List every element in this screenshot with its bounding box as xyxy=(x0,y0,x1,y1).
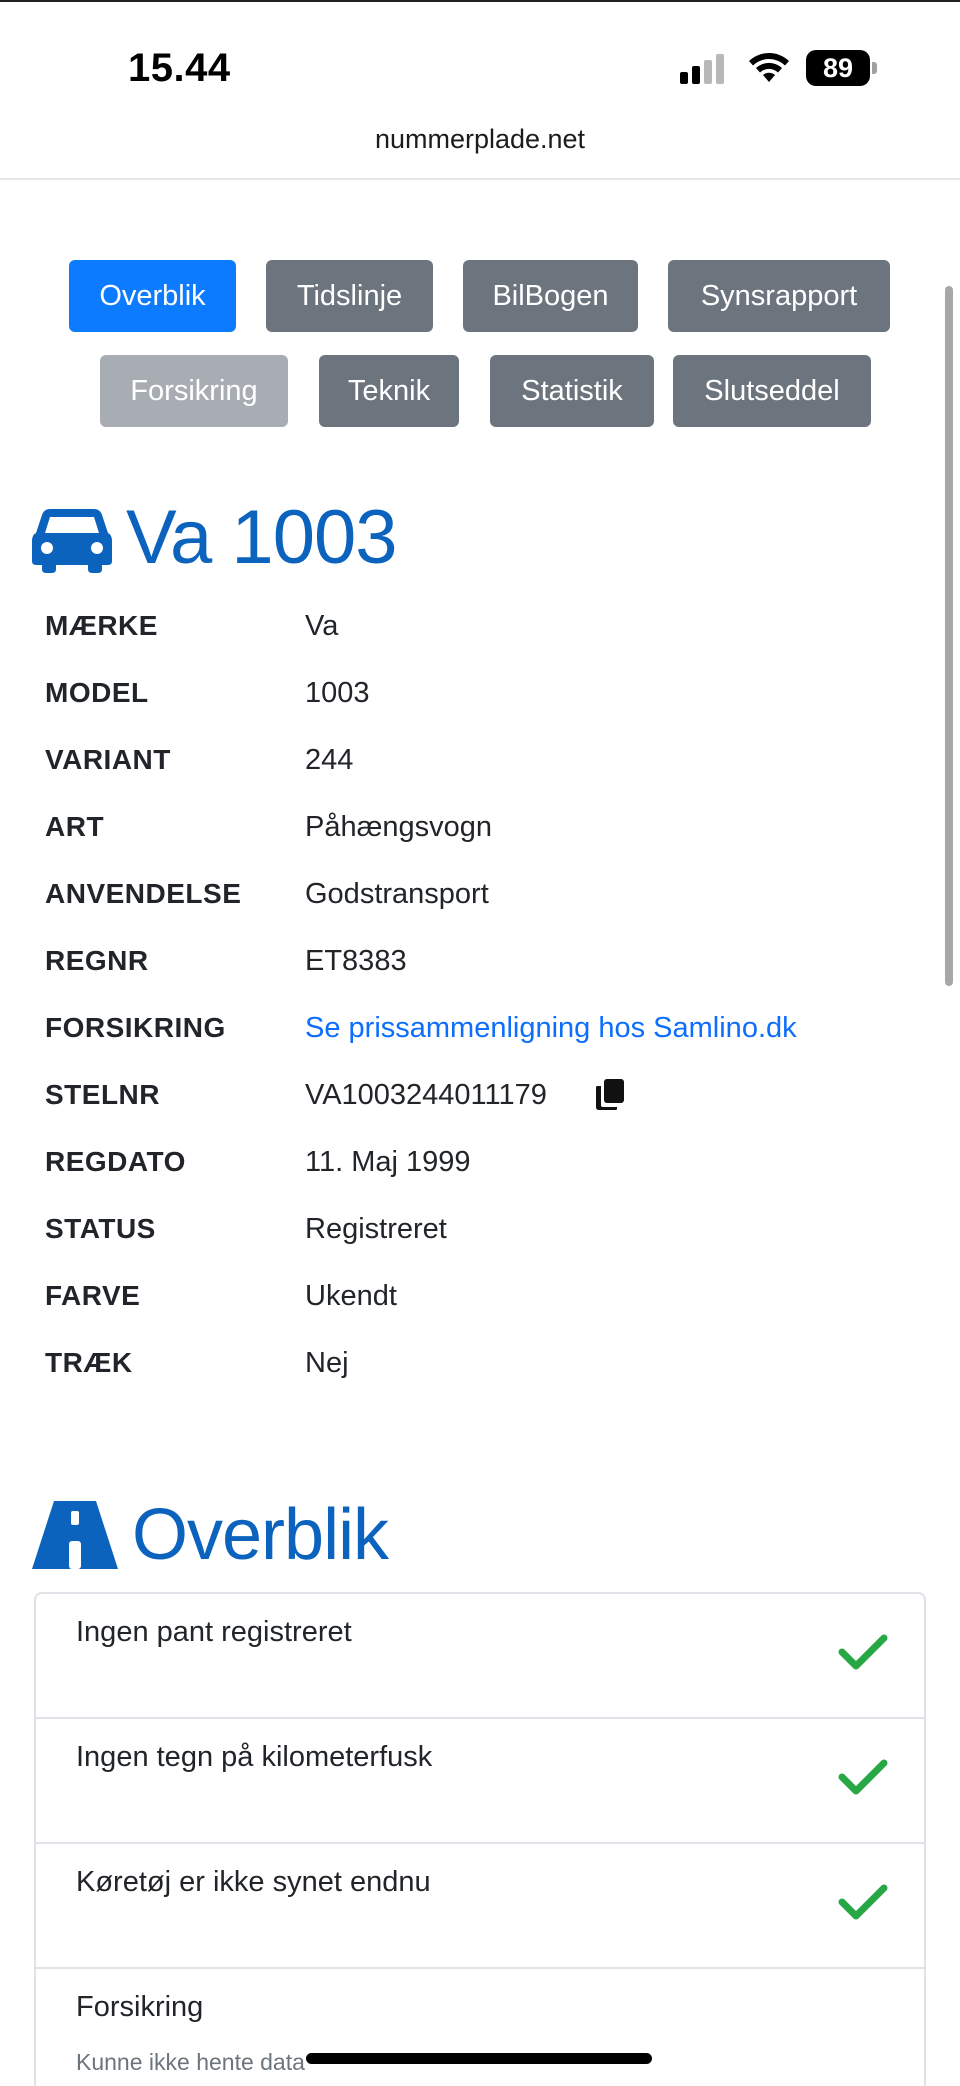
spec-row-farve xyxy=(45,1266,925,1333)
check-icon xyxy=(838,1757,888,1797)
spec-value: ET8383 xyxy=(305,945,407,977)
overview-heading xyxy=(32,1494,388,1576)
home-indicator[interactable] xyxy=(306,2053,652,2064)
spec-label: REGDATO xyxy=(45,1146,186,1177)
check-icon xyxy=(838,1882,888,1922)
spec-label: MODEL xyxy=(45,677,149,708)
spec-value: 1003 xyxy=(305,677,370,709)
tab-tidslinje[interactable]: Tidslinje xyxy=(266,260,433,332)
list-item-title: Køretøj er ikke synet endnu xyxy=(76,1866,431,1898)
list-item-subtitle: Kunne ikke hente data xyxy=(76,2049,305,2075)
spec-row-forsikring xyxy=(45,998,925,1065)
spec-value: 244 xyxy=(305,744,354,776)
spec-label: ANVENDELSE xyxy=(45,878,242,909)
list-item xyxy=(36,1719,924,1844)
spec-value: Registreret xyxy=(305,1213,447,1245)
spec-row-maerke xyxy=(45,596,925,663)
tab-teknik[interactable]: Teknik xyxy=(319,355,459,427)
spec-row-regnr xyxy=(45,931,925,998)
vehicle-title: Va 1003 xyxy=(126,495,397,580)
spec-row-traek xyxy=(45,1333,925,1400)
clock: 15.44 xyxy=(128,46,231,90)
spec-label: FARVE xyxy=(45,1280,141,1311)
tab-forsikring[interactable]: Forsikring xyxy=(100,355,288,427)
spec-value: Godstransport xyxy=(305,878,489,910)
spec-label: ART xyxy=(45,811,105,842)
divider xyxy=(0,178,960,180)
battery-level: 89 xyxy=(806,50,870,86)
spec-value: VA1003244011179 xyxy=(305,1079,547,1111)
list-item xyxy=(36,1594,924,1719)
spec-row-stelnr xyxy=(45,1065,925,1132)
vehicle-heading xyxy=(32,494,397,581)
spec-row-variant xyxy=(45,730,925,797)
spec-value: Ukendt xyxy=(305,1280,397,1312)
spec-label: STATUS xyxy=(45,1213,156,1244)
spec-row-art xyxy=(45,797,925,864)
tab-slutseddel[interactable]: Slutseddel xyxy=(673,355,871,427)
vehicle-specs xyxy=(45,596,925,1400)
tab-statistik[interactable]: Statistik xyxy=(490,355,654,427)
spec-value: Nej xyxy=(305,1347,349,1379)
spec-label: FORSIKRING xyxy=(45,1012,226,1043)
list-item xyxy=(36,1844,924,1969)
scrollbar[interactable] xyxy=(945,286,953,986)
spec-row-model xyxy=(45,663,925,730)
list-item-title: Ingen tegn på kilometerfusk xyxy=(76,1741,433,1773)
road-icon xyxy=(32,1501,118,1569)
address-bar[interactable]: nummerplade.net xyxy=(374,124,586,154)
insurance-comparison-link[interactable]: Se prissammenligning hos Samlino.dk xyxy=(305,1012,797,1044)
spec-row-status xyxy=(45,1199,925,1266)
spec-label: TRÆK xyxy=(45,1347,133,1378)
spec-row-anvendelse xyxy=(45,864,925,931)
cellular-signal-icon xyxy=(680,54,724,84)
spec-label: REGNR xyxy=(45,945,149,976)
list-item-title: Forsikring xyxy=(76,1991,204,2023)
tab-overblik[interactable]: Overblik xyxy=(69,260,236,332)
list-item xyxy=(36,1969,924,2086)
spec-label: VARIANT xyxy=(45,744,171,775)
battery-icon xyxy=(806,50,876,86)
spec-value: 11. Maj 1999 xyxy=(305,1146,471,1178)
overview-title: Overblik xyxy=(132,1495,389,1575)
spec-label: MÆRKE xyxy=(45,610,158,641)
wifi-icon xyxy=(748,52,790,84)
car-icon xyxy=(32,503,112,573)
spec-value: Påhængsvogn xyxy=(305,811,493,843)
overview-list xyxy=(34,1592,926,2086)
list-item-title: Ingen pant registreret xyxy=(76,1616,352,1648)
spec-value: Va xyxy=(305,610,339,642)
tab-bilbogen[interactable]: BilBogen xyxy=(463,260,638,332)
check-icon xyxy=(838,1632,888,1672)
copy-icon[interactable] xyxy=(593,1077,627,1111)
status-bar xyxy=(0,0,960,120)
tab-synsrapport[interactable]: Synsrapport xyxy=(668,260,890,332)
spec-row-regdato xyxy=(45,1132,925,1199)
spec-label: STELNR xyxy=(45,1079,160,1110)
